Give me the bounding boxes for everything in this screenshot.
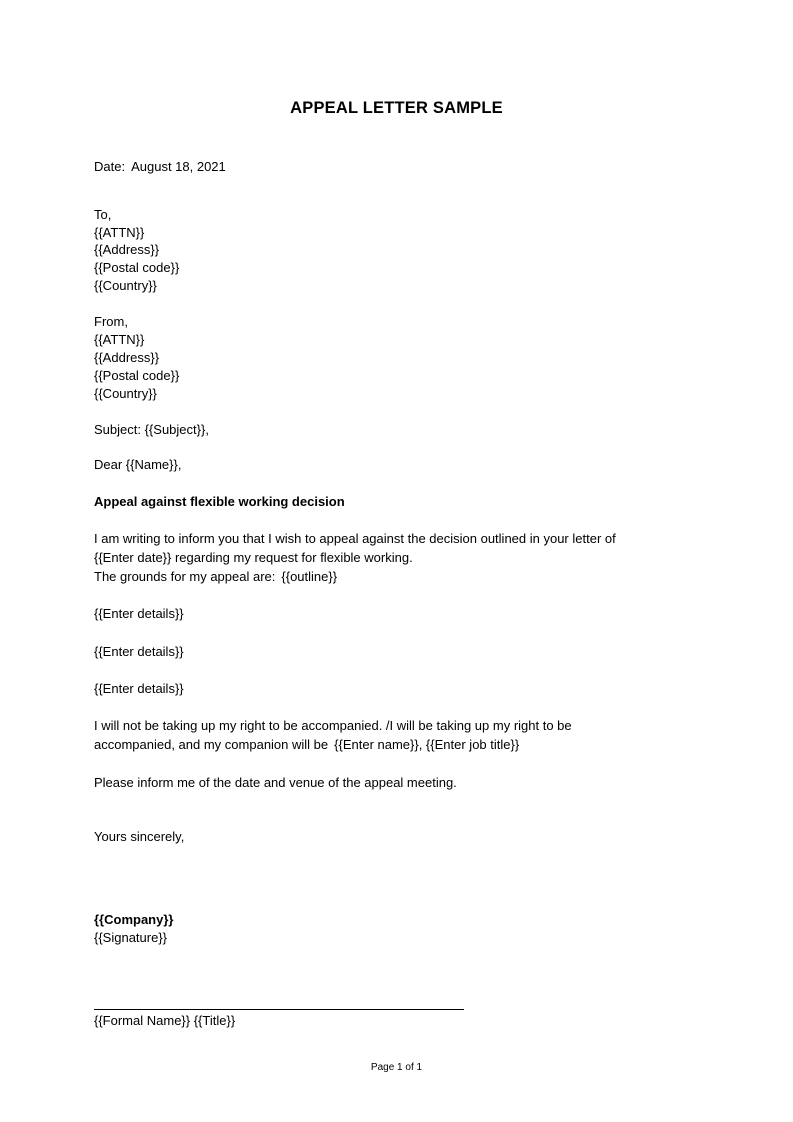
to-country: {{Country}}	[94, 278, 157, 293]
document-title: APPEAL LETTER SAMPLE	[290, 99, 503, 117]
date-value: August 18, 2021	[131, 159, 226, 174]
grounds-line	[94, 568, 337, 586]
from-address: {{Address}}	[94, 350, 160, 365]
to-postal-code: {{Postal code}}	[94, 260, 180, 275]
paragraph-1-line-2: {{Enter date}} regarding my request for flexible working.	[94, 550, 413, 565]
paragraph-3: Please inform me of the date and venue of the appeal meeting.	[94, 775, 457, 790]
grounds-label: The grounds for my appeal are:	[94, 569, 276, 584]
letter-heading: Appeal against flexible working decision	[94, 494, 345, 509]
subject-line: Subject: {{Subject}},	[94, 422, 209, 437]
closing: Yours sincerely,	[94, 829, 185, 844]
date-label: Date:	[94, 159, 126, 174]
companion-prefix: accompanied, and my companion will be	[94, 737, 329, 752]
to-attn: {{ATTN}}	[94, 225, 145, 240]
details-item: {{Enter details}}	[94, 644, 184, 659]
signature-line	[94, 1009, 464, 1010]
salutation: Dear {{Name}},	[94, 457, 182, 472]
signature-placeholder: {{Signature}}	[94, 930, 168, 945]
from-label: From,	[94, 314, 128, 329]
from-attn: {{ATTN}}	[94, 332, 145, 347]
page-number-footer: Page 1 of 1	[370, 1062, 423, 1073]
from-country: {{Country}}	[94, 386, 157, 401]
company-name: {{Company}}	[94, 912, 174, 927]
details-item: {{Enter details}}	[94, 606, 184, 621]
date-line	[94, 158, 226, 176]
paragraph-2-line-2	[94, 736, 519, 754]
from-postal-code: {{Postal code}}	[94, 368, 180, 383]
to-address: {{Address}}	[94, 242, 160, 257]
to-label: To,	[94, 207, 112, 222]
paragraph-2-line-1: I will not be taking up my right to be accompanied. /I will be taking up my right to be	[94, 718, 572, 733]
details-item: {{Enter details}}	[94, 681, 184, 696]
paragraph-1-line-1: I am writing to inform you that I wish to appeal against the decision outlined in your letter of	[94, 531, 616, 546]
grounds-value: {{outline}}	[281, 569, 338, 584]
formal-name-title: {{Formal Name}} {{Title}}	[94, 1013, 236, 1028]
companion-details: {{Enter name}}, {{Enter job title}}	[334, 737, 520, 752]
